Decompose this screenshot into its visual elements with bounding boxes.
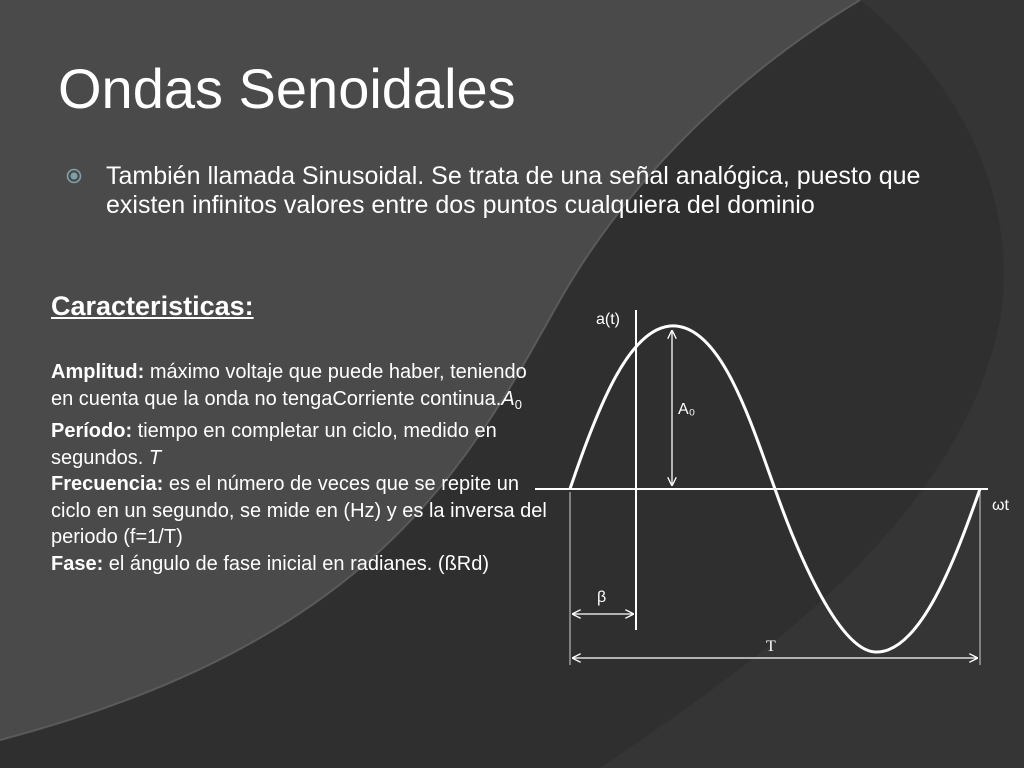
period-desc: tiempo en completar un ciclo, medido en segundos. [51, 420, 497, 469]
characteristics-heading: Caracteristicas: [51, 291, 254, 321]
frequency-term: Frecuencia: [51, 473, 164, 495]
frequency-desc: es el número de veces que se repite un ciclo en un segundo, se mide en (Hz) y es la inversa del periodo (f=1/T) [51, 473, 547, 548]
page-title: Ondas Senoidales [58, 57, 516, 120]
period-symbol: T [148, 446, 162, 469]
x-axis-label: ωt [992, 497, 1009, 514]
phase-desc: el ángulo de fase inicial en radianes. (ßRd) [103, 552, 490, 575]
amplitude-subscript: 0 [514, 396, 522, 412]
period-label: T [766, 638, 776, 655]
amplitude-term: Amplitud: [51, 361, 145, 383]
phase-label: β [597, 589, 607, 606]
period-term: Período: [51, 420, 133, 442]
amplitude-symbol: A [501, 387, 515, 410]
phase-term: Fase: [51, 552, 104, 575]
y-axis-label: a(t) [596, 311, 620, 328]
intro-text: También llamada Sinusoidal. Se trata de una señal analógica, puesto que existen infinitos valores entre dos puntos cualquiera del dominio [106, 162, 921, 219]
amplitude-label: A₀ [678, 401, 696, 418]
amplitude-desc: máximo voltaje que puede haber, teniendo en cuenta que la onda no tengaCorriente continua. [51, 361, 527, 410]
